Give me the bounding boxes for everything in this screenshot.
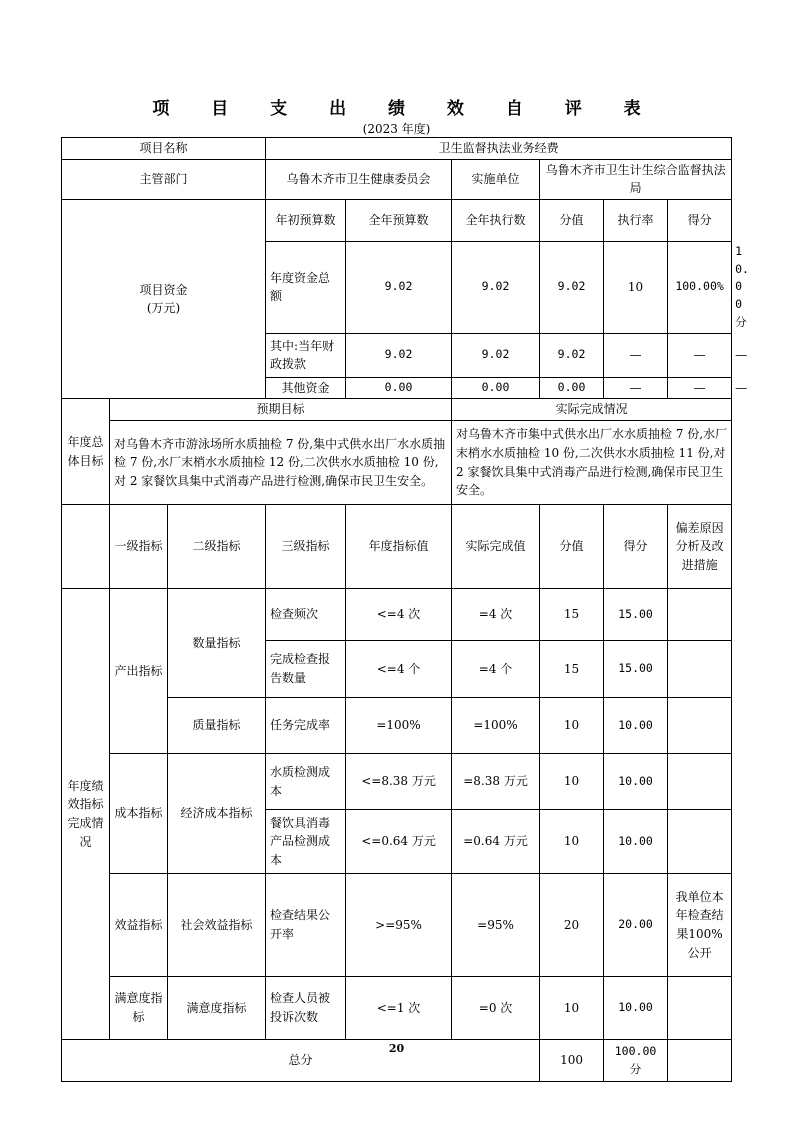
actual-cell: =0 次	[452, 977, 540, 1040]
actual-cell: =95%	[452, 874, 540, 977]
deviation-cell	[668, 641, 732, 698]
target-cell: <=4 次	[346, 589, 452, 641]
department-row	[62, 159, 732, 199]
score-cell: 10.00	[604, 698, 668, 754]
deviation-cell	[668, 977, 732, 1040]
actual-cell: =4 次	[452, 589, 540, 641]
score-value-cell: 10	[540, 754, 604, 810]
dept-value: 乌鲁木齐市卫生健康委员会	[266, 159, 452, 199]
project-name-value: 卫生监督执法业务经费	[266, 138, 732, 160]
score-cell: 10.00	[604, 810, 668, 874]
funds-row-name: 其他资金	[266, 377, 346, 399]
funds-label-line1: 项目资金	[139, 282, 188, 297]
score-cell: 10.00	[604, 754, 668, 810]
funds-row-rate: —	[668, 333, 732, 377]
level2-satisfaction: 满意度指标	[168, 977, 266, 1040]
deviation-cell	[668, 698, 732, 754]
funds-header-score-value: 分值	[540, 199, 604, 241]
funds-row-name: 其中:当年财政拨款	[266, 333, 346, 377]
page-title: 项 目 支 出 绩 效 自 评 表	[152, 99, 659, 119]
funds-row-annual: 9.02	[452, 333, 540, 377]
expected-goal-header: 预期目标	[110, 399, 452, 421]
funds-row-score-value: —	[604, 333, 668, 377]
impl-unit-value: 乌鲁木齐市卫生计生综合监督执法局	[540, 159, 732, 199]
actual-cell: =4 个	[452, 641, 540, 698]
target-cell: =100%	[346, 698, 452, 754]
level3-cell: 检查频次	[266, 589, 346, 641]
header-level1: 一级指标	[110, 505, 168, 589]
funds-row-rate: 100.00%	[668, 241, 732, 333]
funds-row: 其中:当年财政拨款 9.02 9.02 9.02 — — —	[62, 333, 732, 377]
level3-cell: 检查结果公开率	[266, 874, 346, 977]
funds-row-score-value: 10	[604, 241, 668, 333]
header-deviation: 偏差原因分析及改进措施	[668, 505, 732, 589]
level1-cost: 成本指标	[110, 754, 168, 874]
score-cell: 10.00	[604, 977, 668, 1040]
score-value-cell: 15	[540, 641, 604, 698]
actual-goal-text: 对乌鲁木齐市集中式供水出厂水水质抽检 7 份,水厂末梢水水质抽检 10 份,二次供水水质抽检 11 份,对 2 家餐饮具集中式消毒产品进行检测,确保市民卫生安全。	[452, 421, 732, 505]
level1-satisfaction: 满意度指标	[110, 977, 168, 1040]
expected-goal-text: 对乌鲁木齐市游泳场所水质抽检 7 份,集中式供水出厂水水质抽检 7 份,水厂末梢水水质抽检 12 份,二次供水水质抽检 10 份,对 2 家餐饮具集中式消毒产品进行检测,确保市民卫生安全。	[110, 421, 452, 505]
score-value-cell: 15	[540, 589, 604, 641]
indicator-row	[62, 589, 732, 641]
indicator-row	[62, 874, 732, 977]
funds-header-annual: 全年预算数	[346, 199, 452, 241]
self-evaluation-table	[61, 137, 749, 1082]
target-cell: <=4 个	[346, 641, 452, 698]
deviation-cell	[668, 589, 732, 641]
dept-label: 主管部门	[62, 159, 266, 199]
funds-header-score: 得分	[668, 199, 732, 241]
funds-row-rate: —	[668, 377, 732, 399]
funds-header-rate: 执行率	[604, 199, 668, 241]
total-score-value: 100	[540, 1040, 604, 1082]
score-cell: 20.00	[604, 874, 668, 977]
score-value-cell: 20	[540, 874, 604, 977]
funds-row: 其他资金 0.00 0.00 0.00 — — —	[62, 377, 732, 399]
header-actual: 实际完成值	[452, 505, 540, 589]
funds-row-executed: 9.02	[540, 241, 604, 333]
funds-row-initial: 9.02	[346, 333, 452, 377]
funds-row-executed: 0.00	[540, 377, 604, 399]
impl-unit-label: 实施单位	[452, 159, 540, 199]
funds-row-initial: 0.00	[346, 377, 452, 399]
funds-row-annual: 0.00	[452, 377, 540, 399]
target-cell: <=0.64 万元	[346, 810, 452, 874]
deviation-cell: 我单位本年检查结果100%公开	[668, 874, 732, 977]
level2-social-benefit: 社会效益指标	[168, 874, 266, 977]
year-subtitle: (2023 年度)	[362, 122, 431, 136]
score-cell: 15.00	[604, 589, 668, 641]
level3-cell: 餐饮具消毒产品检测成本	[266, 810, 346, 874]
target-cell: <=1 次	[346, 977, 452, 1040]
level3-cell: 完成检查报告数量	[266, 641, 346, 698]
indicator-row	[62, 754, 732, 810]
total-score: 100.00 分	[604, 1040, 668, 1082]
indicator-row	[62, 977, 732, 1040]
level1-output: 产出指标	[110, 589, 168, 754]
actual-cell: =0.64 万元	[452, 810, 540, 874]
goals-label: 年度总体目标	[62, 399, 110, 505]
goals-row	[62, 421, 732, 505]
level1-benefit: 效益指标	[110, 874, 168, 977]
deviation-cell	[668, 754, 732, 810]
score-value-cell: 10	[540, 977, 604, 1040]
indicator-header-blank	[62, 505, 110, 589]
funds-row-name: 年度资金总额	[266, 241, 346, 333]
total-label: 总分	[62, 1040, 540, 1082]
score-value-cell: 10	[540, 810, 604, 874]
score-value-cell: 10	[540, 698, 604, 754]
level2-quantity: 数量指标	[168, 589, 266, 698]
level3-cell: 水质检测成本	[266, 754, 346, 810]
funds-label	[62, 199, 266, 399]
indicator-header-row	[62, 505, 732, 589]
funds-row-initial: 9.02	[346, 241, 452, 333]
header-score: 得分	[604, 505, 668, 589]
actual-cell: =100%	[452, 698, 540, 754]
score-cell: 15.00	[604, 641, 668, 698]
funds-row-executed: 9.02	[540, 333, 604, 377]
deviation-cell	[668, 810, 732, 874]
header-score-value: 分值	[540, 505, 604, 589]
indicators-section-label: 年度绩效指标完成情况	[62, 589, 110, 1040]
goals-header-row	[62, 399, 732, 421]
project-name-row	[62, 138, 732, 160]
level3-cell: 任务完成率	[266, 698, 346, 754]
funds-header-executed: 全年执行数	[452, 199, 540, 241]
page-number: 20	[388, 1042, 405, 1055]
level3-cell: 检查人员被投诉次数	[266, 977, 346, 1040]
level2-economic-cost: 经济成本指标	[168, 754, 266, 874]
level2-quality: 质量指标	[168, 698, 266, 754]
funds-label-line2: (万元)	[146, 301, 181, 316]
project-name-label: 项目名称	[62, 138, 266, 160]
funds-header-row	[62, 199, 732, 241]
funds-header-initial: 年初预算数	[266, 199, 346, 241]
funds-row-score-value: —	[604, 377, 668, 399]
target-cell: <=8.38 万元	[346, 754, 452, 810]
target-cell: >=95%	[346, 874, 452, 977]
header-level3: 三级指标	[266, 505, 346, 589]
funds-row: 年度资金总额 9.02 9.02 9.02 10 100.00% 10.00 分	[62, 241, 732, 333]
actual-cell: =8.38 万元	[452, 754, 540, 810]
actual-goal-header: 实际完成情况	[452, 399, 732, 421]
funds-row-annual: 9.02	[452, 241, 540, 333]
header-level2: 二级指标	[168, 505, 266, 589]
header-target: 年度指标值	[346, 505, 452, 589]
